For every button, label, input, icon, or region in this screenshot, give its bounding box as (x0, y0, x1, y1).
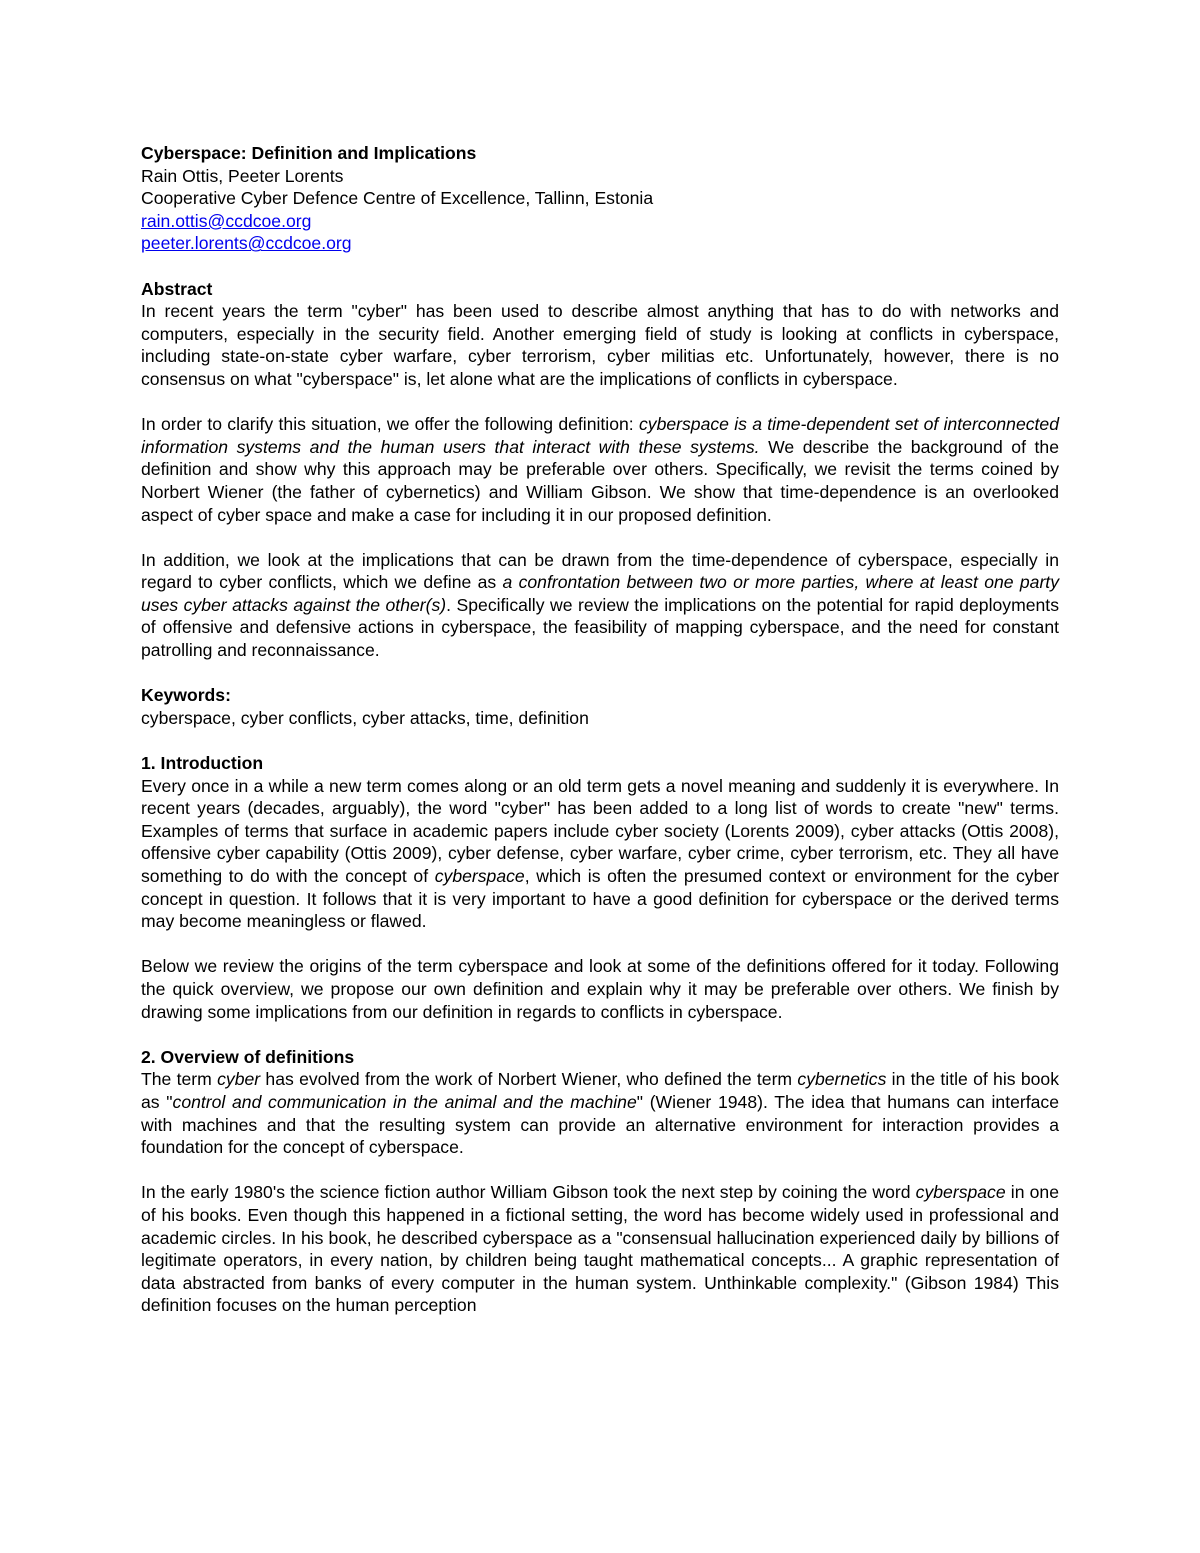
spacer (141, 933, 1059, 956)
abstract-paragraph: In recent years the term "cyber" has been used to describe almost anything that has to do with networks and computers, especially in the security field. Another emerging field of study is looking at conflicts in cyberspace, including state-on-state cyber warfare, cyber terrorism, cyber militias etc. Unfortunately, however, there is no consensus on what "cyberspace" is, let alone what are the implications of conflicts in cyberspace. (141, 301, 1059, 389)
text-run: in one of his books. Even though this happened in a fictional setting, the word has become widely used in professional and academic circles. In his book, he described cyberspace as a "consensual hallucination experienced daily by billions of legitimate operators, in every nation, by children being taught mathematical concepts... A graphic representation of data abstracted from banks of every computer in the human system. Unthinkable complexity." (Gibson 1984) This definition focuses on the human perception (141, 1182, 1059, 1316)
overview-heading: 2. Overview of definitions (141, 1046, 355, 1067)
spacer (141, 662, 1059, 685)
term-emphasis: cybernetics (797, 1069, 887, 1090)
abstract-paragraph (141, 549, 1059, 662)
overview-paragraph (141, 1068, 1059, 1158)
quote-emphasis: control and communication in the animal and the machine (172, 1091, 637, 1112)
abstract-heading: Abstract (141, 278, 213, 299)
text-run: In order to clarify this situation, we offer the following definition: (141, 414, 639, 435)
spacer (141, 526, 1059, 549)
term-emphasis: cyber (217, 1069, 261, 1090)
text-run: . Specifically we review the implications on the potential for rapid deployments of offensive and defensive actions in cyberspace, the feasibility of mapping cyberspace, and the need for constant patrolling and reconnaissance. (141, 594, 1059, 661)
spacer (141, 391, 1059, 414)
text-run: Every once in a while a new term comes along or an old term gets a novel meaning and suddenly it is everywhere. In recent years (decades, arguably), the word "cyber" has been added to a long list of words to create "new" terms. Examples of terms that surface in academic papers include cyber society (Lorents 2009), cyber attacks (Ottis 2008), offensive cyber capability (Ottis 2009), cyber defense, cyber warfare, cyber crime, cyber terrorism, etc. They all have something to do with the concept of (141, 775, 1059, 886)
paper-title: Cyberspace: Definition and Implications (141, 143, 477, 163)
introduction-paragraph (141, 775, 1059, 933)
paper-affiliation: Cooperative Cyber Defence Centre of Excellence, Tallinn, Estonia (141, 188, 654, 209)
introduction-paragraph: Below we review the origins of the term cyberspace and look at some of the definitions offered for it today. Following the quick overview, we propose our own definition and explain why it may be preferable over others. We finish by drawing some implications from our definition in regards to conflicts in cyberspace. (141, 956, 1059, 1022)
text-run: In the early 1980's the science fiction author William Gibson took the next step by coining the word (141, 1182, 916, 1203)
text-run: In addition, we look at the implications that can be drawn from the time-dependence of cyberspace, especially in regard to cyber conflicts, which we define as (141, 549, 1059, 593)
text-run: " (Wiener 1948). The idea that humans can interface with machines and that the resulting system can provide an alternative environment for interaction provides a foundation for the concept of cyberspace. (141, 1091, 1059, 1158)
paper-authors: Rain Ottis, Peeter Lorents (141, 165, 344, 186)
text-run: The term (141, 1069, 218, 1090)
abstract-paragraph (141, 413, 1059, 526)
spacer (141, 1023, 1059, 1046)
text-run: in the title of his book as " (141, 1069, 1059, 1112)
keywords-list: cyberspace, cyber conflicts, cyber attacks, time, definition (141, 707, 589, 728)
spacer (141, 729, 1059, 752)
author-email-link[interactable]: rain.ottis@ccdcoe.org (141, 210, 312, 231)
overview-paragraph (141, 1181, 1059, 1317)
text-run: We describe the background of the definition and show why this approach may be preferable over others. Specifically, we revisit the terms coined by Norbert Wiener (the father of cybernetics) and William Gibson. We show that time-dependence is an overlooked aspect of cyber space and make a case for including it in our proposed definition. (141, 436, 1059, 525)
introduction-heading: 1. Introduction (141, 753, 264, 774)
text-run: , which is often the presumed context or environment for the cyber concept in question. It follows that it is very important to have a good definition for cyberspace or the derived terms may become meaningless or flawed. (141, 866, 1059, 932)
term-emphasis: cyberspace (434, 866, 525, 886)
keywords-heading: Keywords: (141, 685, 231, 706)
definition-emphasis: cyberspace is a time-dependent set of interconnected information systems and the human users that interact with these systems. (141, 414, 1059, 457)
spacer (141, 1159, 1059, 1182)
definition-emphasis: a confrontation between two or more parties, where at least one party uses cyber attacks against the other(s) (141, 572, 1059, 615)
text-run: has evolved from the work of Norbert Wiener, who defined the term (260, 1069, 798, 1090)
author-email-link[interactable]: peeter.lorents@ccdcoe.org (141, 233, 352, 254)
term-emphasis: cyberspace (915, 1182, 1006, 1203)
paper-page (141, 142, 1059, 1317)
spacer (141, 255, 1059, 278)
